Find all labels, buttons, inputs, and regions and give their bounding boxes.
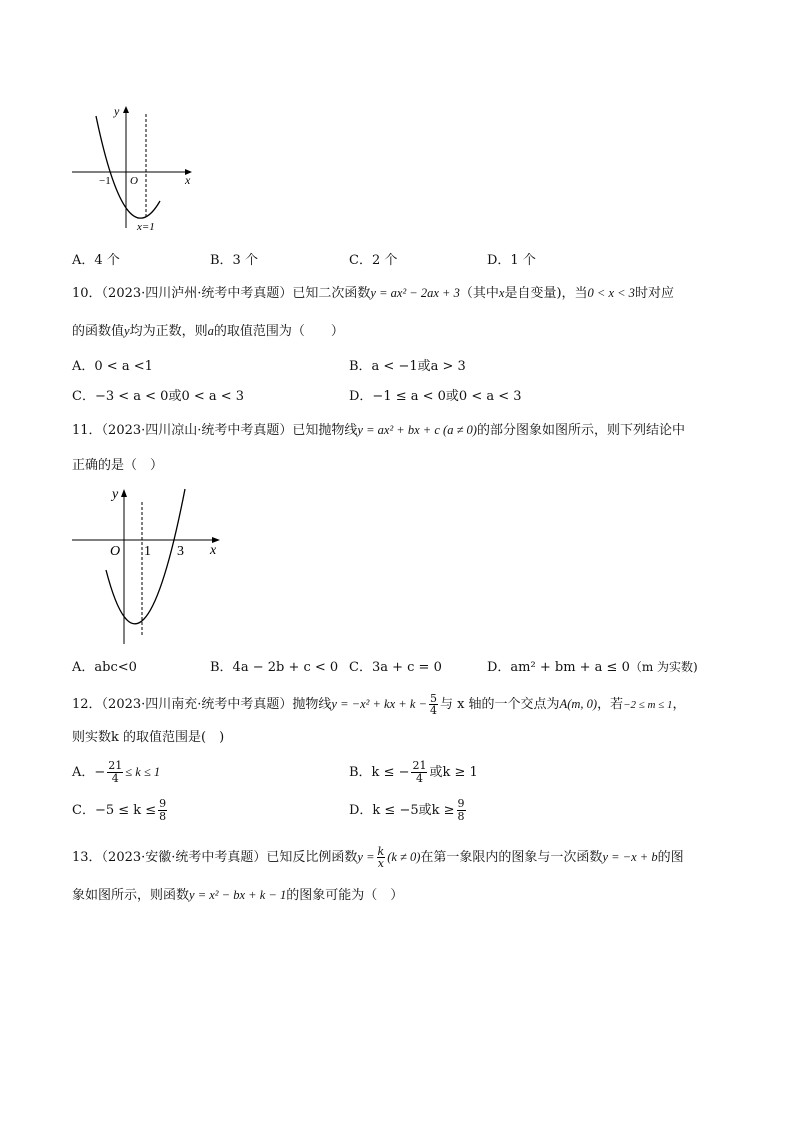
frac-numerator: 9 [159,797,167,810]
q12-condition: −2 ≤ m ≤ 1 [623,699,673,711]
q9-option-c[interactable]: C．2 个 [349,253,398,268]
parabola-graph-1 [70,100,200,235]
frac-numerator: 21 [412,759,427,772]
q10-text: 是自变量)，当 [504,286,588,301]
q10-text: 10．（2023·四川泸州·统考中考真题）已知二次函数 [72,286,371,301]
q13-function: y = [357,850,375,864]
q10-text: 均为正数，则 [129,324,208,339]
frac-denominator: 4 [415,772,423,785]
q12-frac-denominator: 4 [429,704,437,717]
q10-option-d[interactable]: D．−1 ≤ a < 0或0 < a < 3 [349,389,522,404]
q12-option-a-pre: A．− [72,765,106,780]
q11-option-c-label: C．3a + c = 0 [349,660,442,675]
parabola-curve [96,116,160,218]
q12-frac-numerator: 5 [429,692,437,705]
q12-option-a-post: ≤ k ≤ 1 [125,765,161,779]
q13-stem-line1 [72,846,684,869]
q10-text: 时对应 [634,286,674,301]
y-axis-arrow-icon [121,489,127,497]
q9-option-d[interactable]: D．1 个 [487,253,536,268]
symmetry-label: x=1 [137,221,155,233]
q13-function2: y = −x + b [602,850,658,864]
q12-text: ，若 [597,697,624,712]
q10-stem-line1 [72,284,674,303]
y-axis-arrow-icon [123,106,129,113]
q11-option-a[interactable] [72,656,137,675]
q12-text: 与 x 轴的一个交点为 [439,697,560,712]
q10-option-b[interactable]: B．a < −1或a > 3 [349,359,466,374]
q12-option-b[interactable] [349,760,478,785]
frac-numerator: k [377,845,385,858]
x-axis-label: x [185,173,191,187]
q11-option-b-label: B．4a − 2b + c < 0 [210,660,339,675]
q12-option-a[interactable] [72,760,160,785]
q12-option-c[interactable] [72,798,169,823]
q12-option-d[interactable] [349,798,468,823]
q10-option-a[interactable]: A．0 < a <1 [72,359,153,374]
q11-option-c[interactable] [349,656,442,675]
q13-function3: y = x² − bx + k − 1 [189,888,287,902]
q12-option-d-pre: D．k ≤ −5或k ≥ [349,803,455,818]
q10-text: 的函数值 [72,324,125,339]
q10-var-y: y [124,324,130,338]
q10-function: y = ax² − 2ax + 3 [370,286,460,300]
parabola-graph-2 [70,484,230,649]
frac-numerator: 9 [457,797,465,810]
q12-option-c-pre: C．−5 ≤ k ≤ [72,803,157,818]
q10-text: （其中 [459,286,499,301]
q10-var-a: a [207,324,214,338]
q13-fraction [377,846,386,869]
q13-function-cond: (k ≠ 0) [387,850,421,864]
q11-option-d[interactable] [487,656,698,675]
frac-denominator: x [377,857,384,870]
frac-denominator: 8 [159,810,167,823]
x-axis-label: x [210,543,217,558]
q11-text: 11．（2023·四川凉山·统考中考真题）已知抛物线 [72,423,358,438]
q12-option-a-fraction [107,760,123,785]
y-axis-label: y [114,104,120,118]
q12-text: 12．（2023·四川南充·统考中考真题）抛物线 [72,697,332,712]
frac-numerator: 21 [108,759,123,772]
tick-neg1: −1 [99,175,111,187]
q12-fraction [429,693,438,716]
frac-denominator: 8 [457,810,465,823]
q12-option-c-fraction [158,798,167,823]
q11-function: y = ax² + bx + c (a ≠ 0) [357,423,477,437]
q11-option-b[interactable] [210,656,338,675]
q9-option-a[interactable]: A．4 个 [72,253,120,268]
q13-text: 的图象可能为（ ） [286,888,404,903]
q10-var-x: x [498,286,505,300]
q10-option-c[interactable]: C．−3 < a < 0或0 < a < 3 [72,389,245,404]
q10-stem-line2 [72,322,344,341]
q13-stem-line2 [72,886,403,905]
q11-text: 的部分图象如图所示，则下列结论中 [476,423,685,438]
q10-condition: 0 < x < 3 [587,286,635,300]
q11-option-d-label: D．am² + bm + a ≤ 0 [487,660,630,675]
tick-3: 3 [177,544,184,559]
q12-stem-line2: 则实数k 的取值范围是( ) [72,730,225,745]
q10-text: 的取值范围为（ ） [213,324,344,339]
origin-label: O [110,544,121,559]
q12-stem-line1 [72,693,686,716]
q13-text: 在第一象限内的图象与一次函数 [420,850,603,865]
y-axis-label: y [112,487,119,502]
q13-text: 的图 [657,850,684,865]
q11-stem-line2: 正确的是（ ） [72,458,164,473]
tick-1: 1 [144,544,151,559]
origin-label: O [130,175,138,187]
q12-option-b-fraction [411,760,427,785]
q13-text: 象如图所示，则函数 [72,888,190,903]
q11-stem-line1 [72,421,685,440]
q12-option-b-post: 或k ≥ 1 [429,765,478,780]
q12-option-b-pre: B．k ≤ − [349,765,410,780]
q12-text: ， [672,697,686,712]
q12-function: y = −x² + kx + k − [331,697,427,711]
q12-option-d-fraction [457,798,466,823]
q13-text: 13．（2023·安徽·统考中考真题）已知反比例函数 [72,850,358,865]
q12-point: A(m, 0) [559,697,598,711]
q11-option-d-note: （m 为实数) [629,660,698,674]
q9-option-b[interactable]: B．3 个 [210,253,258,268]
frac-denominator: 4 [111,772,119,785]
q11-option-a-label: A．abc<0 [72,660,137,675]
